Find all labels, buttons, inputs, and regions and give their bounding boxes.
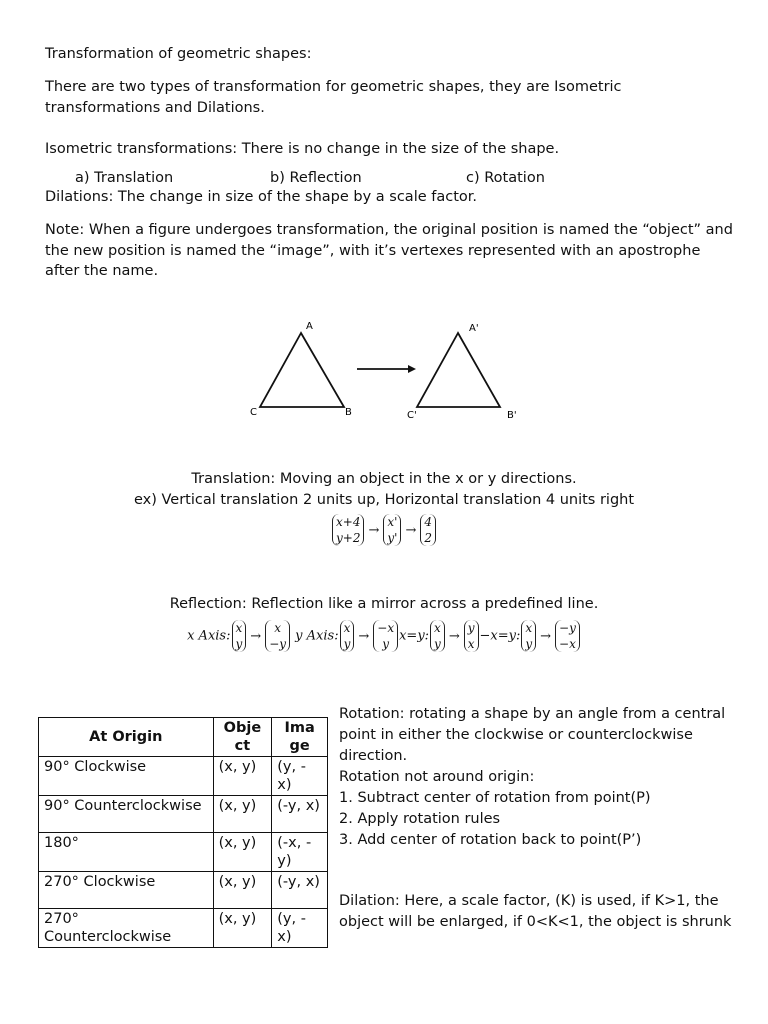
y-axis-label: y Axis:: [295, 628, 339, 644]
note-paragraph: Note: When a figure undergoes transformation, the original position is named the “object” and the new position is named the “image”, with it’s vertexes represented with an apostrophe after the name.: [45, 222, 733, 279]
rotation-table: [38, 717, 328, 948]
rotation-step-2: 2. Apply rotation rules: [339, 811, 501, 827]
translation-example: ex) Vertical translation 2 units up, Horizontal translation 4 units right: [133, 492, 635, 508]
rotation-not-origin: Rotation not around origin:: [339, 769, 535, 785]
object-triangle: [260, 333, 344, 407]
translation-definition: Translation: Moving an object in the x or y directions.: [191, 471, 577, 487]
dilations-definition: Dilations: The change in size of the shape by a scale factor.: [45, 189, 478, 205]
isometric-definition: Isometric transformations: There is no change in the size of the shape.: [45, 141, 560, 157]
object-label-b: B: [345, 407, 352, 418]
object-label-a: A: [306, 321, 313, 332]
rotation-step-1: 1. Subtract center of rotation from point(P): [339, 790, 651, 806]
header-image: Ima ge: [272, 718, 328, 757]
table-row: 90° Clockwise (x, y) (y, - x): [39, 757, 328, 796]
transformation-figure: [240, 315, 530, 425]
table-row: 180° (x, y) (-x, - y): [39, 833, 328, 872]
header-object: Obje ct: [213, 718, 272, 757]
image-label-c: C': [407, 410, 417, 421]
object-label-c: C: [250, 407, 257, 418]
header-at-origin: At Origin: [39, 718, 214, 757]
table-row: 90° Counterclockwise (x, y) (-y, x): [39, 796, 328, 833]
image-triangle: [417, 333, 500, 407]
image-label-b: B': [507, 410, 517, 421]
dilation-definition: Dilation: Here, a scale factor, (K) is used, if K>1, the object will be enlarged, if 0<K<1, the object is shrunk: [339, 893, 732, 930]
matrix-4-2: 4 2: [420, 514, 436, 546]
xy-label: x=y:: [399, 628, 430, 644]
table-row: 270° Counterclockwise (x, y) (y, - x): [39, 909, 328, 948]
reflection-definition: Reflection: Reflection like a mirror across a predefined line.: [169, 596, 599, 612]
table-row: 270° Clockwise (x, y) (-y, x): [39, 872, 328, 909]
image-label-a: A': [469, 323, 479, 334]
type-item-reflection: b) Reflection: [270, 170, 362, 186]
matrix-xprime-yprime: x' y': [383, 514, 401, 546]
table-header-row: [39, 718, 328, 757]
type-item-rotation: c) Rotation: [466, 170, 545, 186]
translation-formula: x+4 y+2 → x' y' → 4 2: [0, 514, 768, 546]
type-item-translation: a) Translation: [75, 170, 174, 186]
matrix-x4-y2: x+4 y+2: [332, 514, 364, 546]
intro-paragraph: There are two types of transformation for geometric shapes, they are Isometric transformations and Dilations.: [45, 79, 622, 116]
rotation-step-3: 3. Add center of rotation back to point(P’): [339, 832, 642, 848]
x-axis-label: x Axis:: [187, 628, 231, 644]
page-heading: Transformation of geometric shapes:: [45, 46, 312, 62]
rotation-definition: Rotation: rotating a shape by an angle from a central point in either the clockwise or counterclockwise direction.: [339, 706, 726, 764]
neg-xy-label: −x=y:: [479, 628, 521, 644]
reflection-formula: x Axis: x y → x −y y Axis: x y → −x y x=y: x y → y x −x=y: x y → −y −x: [0, 620, 768, 652]
